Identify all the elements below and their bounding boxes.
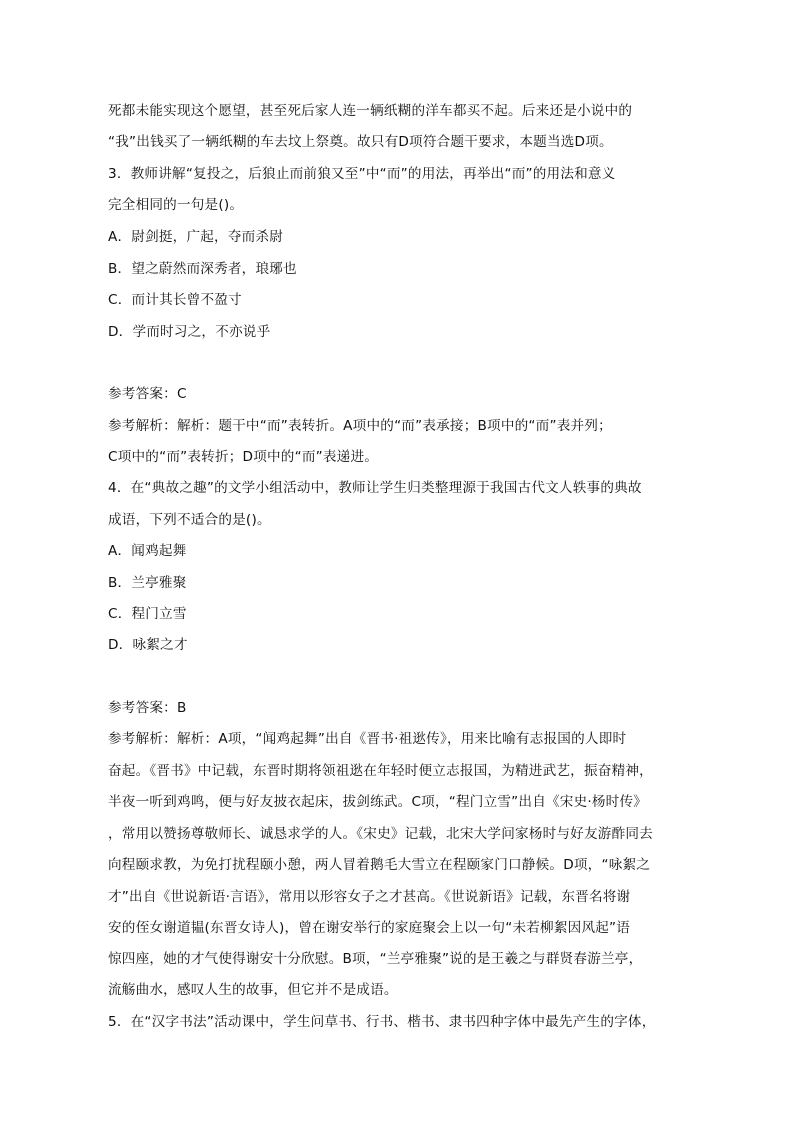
question-3-stem: 3．教师讲解“复投之，后狼止而前狼又至”中“而”的用法，再举出“而”的用法和意义 bbox=[108, 166, 616, 182]
option-a: A．尉剑挺，广起，夺而杀尉 bbox=[108, 229, 284, 245]
analysis-text: 向程颐求教，为免打扰程颐小憩，两人冒着鹅毛大雪立在程颐家门口静候。D项，“咏絮之 bbox=[108, 857, 651, 873]
option-d: D．咏絮之才 bbox=[108, 637, 188, 653]
analysis-text: 安的侄女谢道韫(东晋女诗人)，曾在谢安举行的家庭聚会上以一句“未若柳絮因风起”语 bbox=[108, 920, 631, 936]
question-4-stem: 4．在“典故之趣”的文学小组活动中，教师让学生归类整理源于我国古代文人轶事的典故 bbox=[108, 480, 642, 496]
analysis-text: 惊四座，她的才气使得谢安十分欣慰。B项，“兰亭雅聚”说的是王羲之与群贤春游兰亭， bbox=[108, 951, 643, 967]
option-b: B．望之蔚然而深秀者，琅琊也 bbox=[108, 261, 297, 277]
analysis-text: 半夜一听到鸡鸣，便与好友披衣起床，拔剑练武。C项，“程门立雪”出自《宋史·杨时传》 bbox=[108, 794, 648, 810]
analysis-text: 参考解析：解析：题干中“而”表转折。A项中的“而”表承接；B项中的“而”表并列； bbox=[108, 418, 612, 434]
analysis-text: 奋起。《晋书》中记载，东晋时期将领祖逖在年轻时便立志报国，为精进武艺，振奋精神， bbox=[108, 763, 653, 779]
question-5-stem: 5．在“汉字书法”活动课中，学生问草书、行书、楷书、隶书四种字体中最先产生的字体， bbox=[108, 1014, 656, 1030]
analysis-text: C项中的“而”表转折；D项中的“而”表递进。 bbox=[108, 449, 379, 465]
option-a: A．闻鸡起舞 bbox=[108, 543, 187, 559]
option-c: C．程门立雪 bbox=[108, 606, 187, 622]
text-line: 死都未能实现这个愿望，甚至死后家人连一辆纸糊的洋车都买不起。后来还是小说中的 bbox=[108, 103, 633, 119]
answer-label: 参考答案：C bbox=[108, 386, 187, 402]
option-d: D．学而时习之，不亦说乎 bbox=[108, 324, 271, 340]
text-line: “我”出钱买了一辆纸糊的车去坟上祭奠。故只有D项符合题干要求，本题当选D项。 bbox=[108, 134, 613, 150]
option-c: C．而计其长曾不盈寸 bbox=[108, 292, 242, 308]
analysis-text: 参考解析：解析：A项，“闻鸡起舞”出自《晋书·祖逖传》，用来比喻有志报国的人即时 bbox=[108, 731, 627, 747]
answer-label: 参考答案：B bbox=[108, 700, 187, 716]
option-b: B．兰亭雅聚 bbox=[108, 575, 187, 591]
analysis-text: 才”出自《世说新语·言语》，常用以形容女子之才甚高。《世说新语》记载，东晋名将谢 bbox=[108, 889, 631, 905]
analysis-text: ，常用以赞扬尊敬师长、诚恳求学的人。《宋史》记载，北宋大学问家杨时与好友游酢同去 bbox=[108, 826, 653, 842]
question-4-stem-cont: 成语，下列不适合的是()。 bbox=[108, 512, 271, 528]
question-3-stem-cont: 完全相同的一句是()。 bbox=[108, 197, 244, 213]
analysis-text: 流觞曲水，感叹人生的故事，但它并不是成语。 bbox=[108, 982, 398, 998]
